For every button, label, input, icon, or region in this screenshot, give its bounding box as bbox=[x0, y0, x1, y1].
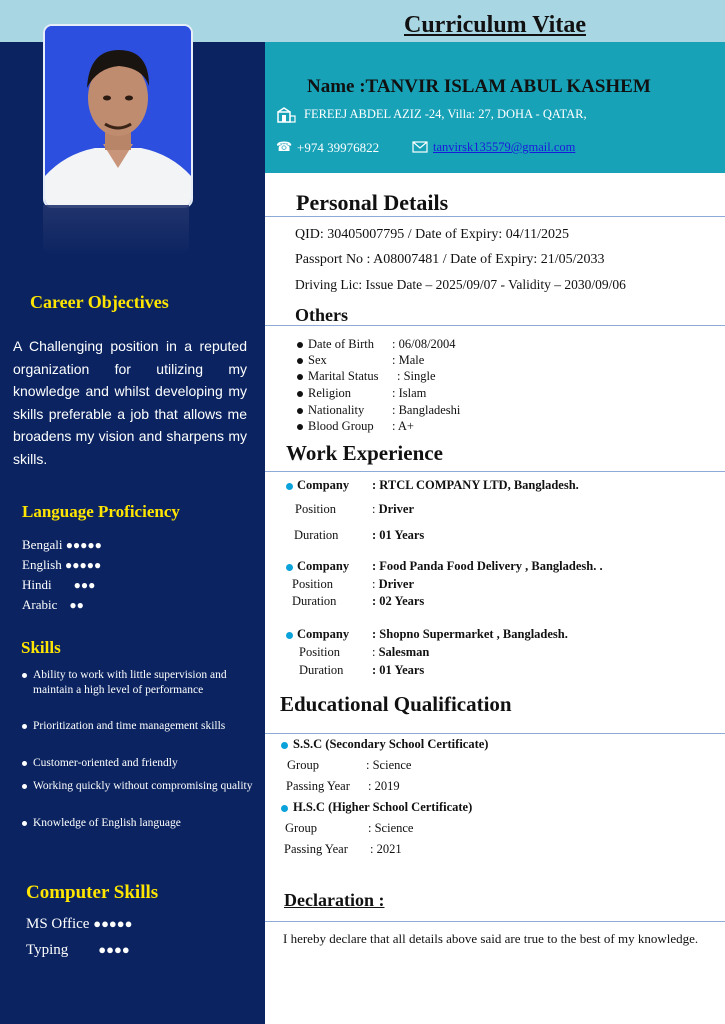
passport-line: Passport No : A08007481 / Date of Expiry: 21/05/2033 bbox=[295, 252, 605, 267]
email-link[interactable]: tanvirsk135579@gmail.com bbox=[433, 140, 576, 154]
others-label: Religion bbox=[308, 386, 352, 400]
bullet-icon bbox=[286, 632, 293, 639]
separator: : bbox=[372, 645, 379, 659]
driving-licence-line: Driving Lic: Issue Date – 2025/09/07 - Validity – 2030/09/06 bbox=[295, 277, 626, 292]
position-text: Driver bbox=[378, 502, 415, 516]
skill-item: Knowledge of English language bbox=[33, 817, 181, 829]
bullet-icon bbox=[286, 483, 293, 490]
position-label: Position bbox=[292, 577, 333, 591]
career-heading: Career Objectives bbox=[30, 292, 169, 312]
divider bbox=[265, 216, 725, 217]
address: FEREEJ ABDEL AZIZ -24, Villa: 27, DOHA - QATAR, bbox=[304, 107, 587, 121]
bullet-icon bbox=[22, 821, 27, 826]
divider bbox=[265, 921, 725, 922]
divider bbox=[265, 471, 725, 472]
company-value: : Food Panda Food Delivery , Bangladesh. . bbox=[372, 559, 603, 573]
personal-details-heading: Personal Details bbox=[296, 190, 449, 215]
computer-skill-name: MS Office bbox=[26, 916, 90, 932]
bullet-icon bbox=[22, 784, 27, 789]
computer-skill-item bbox=[26, 942, 130, 959]
bullet-icon bbox=[22, 673, 27, 678]
career-text: A Challenging position in a reputed organization for utilizing my knowledge and whilst developing my skills preferable a job that allows me broadens my vision and sharpens my skills. bbox=[13, 338, 247, 467]
bullet-icon bbox=[297, 408, 303, 414]
position-value bbox=[372, 577, 414, 592]
bullet-icon bbox=[297, 374, 303, 380]
duration-value: : 01 Years bbox=[372, 528, 425, 542]
bullet-icon bbox=[281, 742, 288, 749]
candidate-name: Name :TANVIR ISLAM ABUL KASHEM bbox=[307, 76, 651, 97]
bullet-icon bbox=[281, 805, 288, 812]
others-heading: Others bbox=[295, 305, 348, 325]
proficiency-dots: ●●●●● bbox=[65, 538, 102, 552]
others-value: : Male bbox=[392, 353, 425, 367]
education-heading: Educational Qualification bbox=[280, 692, 512, 716]
company-label: Company bbox=[297, 559, 350, 573]
group-value: : Science bbox=[368, 821, 414, 835]
others-label: Sex bbox=[308, 353, 327, 367]
divider bbox=[265, 733, 725, 734]
declaration-text: I hereby declare that all details above said are true to the best of my knowledge. bbox=[283, 931, 699, 946]
others-label: Date of Birth bbox=[308, 337, 374, 351]
bullet-icon bbox=[297, 342, 303, 348]
bullet-icon bbox=[22, 724, 27, 729]
language-heading: Language Proficiency bbox=[22, 502, 180, 521]
skills-heading: Skills bbox=[21, 638, 61, 657]
skill-item: Working quickly without compromising quality bbox=[33, 780, 253, 792]
passing-year-label: Passing Year bbox=[286, 779, 350, 793]
language-name: English bbox=[22, 557, 62, 572]
profile-photo bbox=[43, 24, 193, 208]
duration-label: Duration bbox=[299, 663, 344, 677]
company-label: Company bbox=[297, 627, 350, 641]
proficiency-dots: ●●●● bbox=[98, 942, 130, 957]
bullet-icon bbox=[297, 358, 303, 364]
position-text: Driver bbox=[378, 577, 415, 591]
others-value: : Bangladeshi bbox=[392, 403, 461, 417]
bullet-icon bbox=[297, 424, 303, 430]
passing-year-value: : 2019 bbox=[368, 779, 400, 793]
separator: : bbox=[372, 577, 379, 591]
others-label: Nationality bbox=[308, 403, 365, 417]
company-value: : RTCL COMPANY LTD, Bangladesh. bbox=[372, 478, 579, 492]
others-value: : Single bbox=[397, 369, 436, 383]
skill-item: Customer-oriented and friendly bbox=[33, 757, 178, 769]
position-value bbox=[372, 502, 414, 517]
duration-label: Duration bbox=[294, 528, 339, 542]
building-icon bbox=[276, 106, 296, 124]
separator: : bbox=[372, 502, 379, 516]
proficiency-dots: ●●●●● bbox=[64, 558, 102, 572]
others-value: : Islam bbox=[392, 386, 427, 400]
others-label: Blood Group bbox=[308, 419, 374, 433]
group-label: Group bbox=[285, 821, 317, 835]
computer-skill-name: Typing bbox=[26, 942, 69, 958]
company-label: Company bbox=[297, 478, 350, 492]
passing-year-value: : 2021 bbox=[370, 842, 402, 856]
bullet-icon bbox=[22, 761, 27, 766]
position-label: Position bbox=[299, 645, 340, 659]
language-name: Hindi bbox=[22, 577, 52, 592]
proficiency-dots: ●● bbox=[69, 598, 84, 612]
company-value: : Shopno Supermarket , Bangladesh. bbox=[372, 627, 568, 641]
position-value bbox=[372, 645, 429, 660]
proficiency-dots: ●●● bbox=[73, 578, 96, 592]
language-name: Arabic bbox=[22, 597, 58, 612]
page-title: Curriculum Vitae bbox=[404, 12, 586, 38]
work-experience-heading: Work Experience bbox=[286, 441, 443, 465]
language-name: Bengali bbox=[22, 537, 63, 552]
others-value: : 06/08/2004 bbox=[392, 337, 456, 351]
duration-value: : 02 Years bbox=[372, 594, 425, 608]
qualification-title: H.S.C (Higher School Certificate) bbox=[293, 800, 473, 814]
phone-number: +974 39976822 bbox=[297, 140, 380, 155]
skill-item: Prioritization and time management skills bbox=[33, 720, 226, 732]
language-item bbox=[22, 577, 95, 593]
envelope-icon bbox=[412, 140, 428, 152]
telephone-icon: ☎ bbox=[276, 139, 293, 154]
group-value: : Science bbox=[366, 758, 412, 772]
skill-item: Ability to work with little supervision and maintain a high level of performance bbox=[33, 669, 227, 696]
proficiency-dots: ●●●●● bbox=[93, 916, 133, 931]
duration-label: Duration bbox=[292, 594, 337, 608]
language-item bbox=[22, 537, 102, 553]
qualification-title: S.S.C (Secondary School Certificate) bbox=[293, 737, 489, 751]
bullet-icon bbox=[297, 391, 303, 397]
passing-year-label: Passing Year bbox=[284, 842, 348, 856]
others-label: Marital Status bbox=[308, 369, 379, 383]
computer-skill-item bbox=[26, 916, 132, 933]
declaration-heading: Declaration : bbox=[284, 890, 385, 910]
bullet-icon bbox=[286, 564, 293, 571]
language-item bbox=[22, 597, 84, 613]
divider bbox=[265, 325, 725, 326]
duration-value: : 01 Years bbox=[372, 663, 425, 677]
qid-line: QID: 30405007795 / Date of Expiry: 04/11/2025 bbox=[295, 227, 570, 242]
others-value: : A+ bbox=[392, 419, 414, 433]
computer-skills-heading: Computer Skills bbox=[26, 882, 159, 903]
language-item bbox=[22, 557, 101, 573]
photo-reflection bbox=[43, 205, 189, 255]
position-label: Position bbox=[295, 502, 336, 516]
group-label: Group bbox=[287, 758, 319, 772]
position-text: Salesman bbox=[378, 645, 430, 659]
